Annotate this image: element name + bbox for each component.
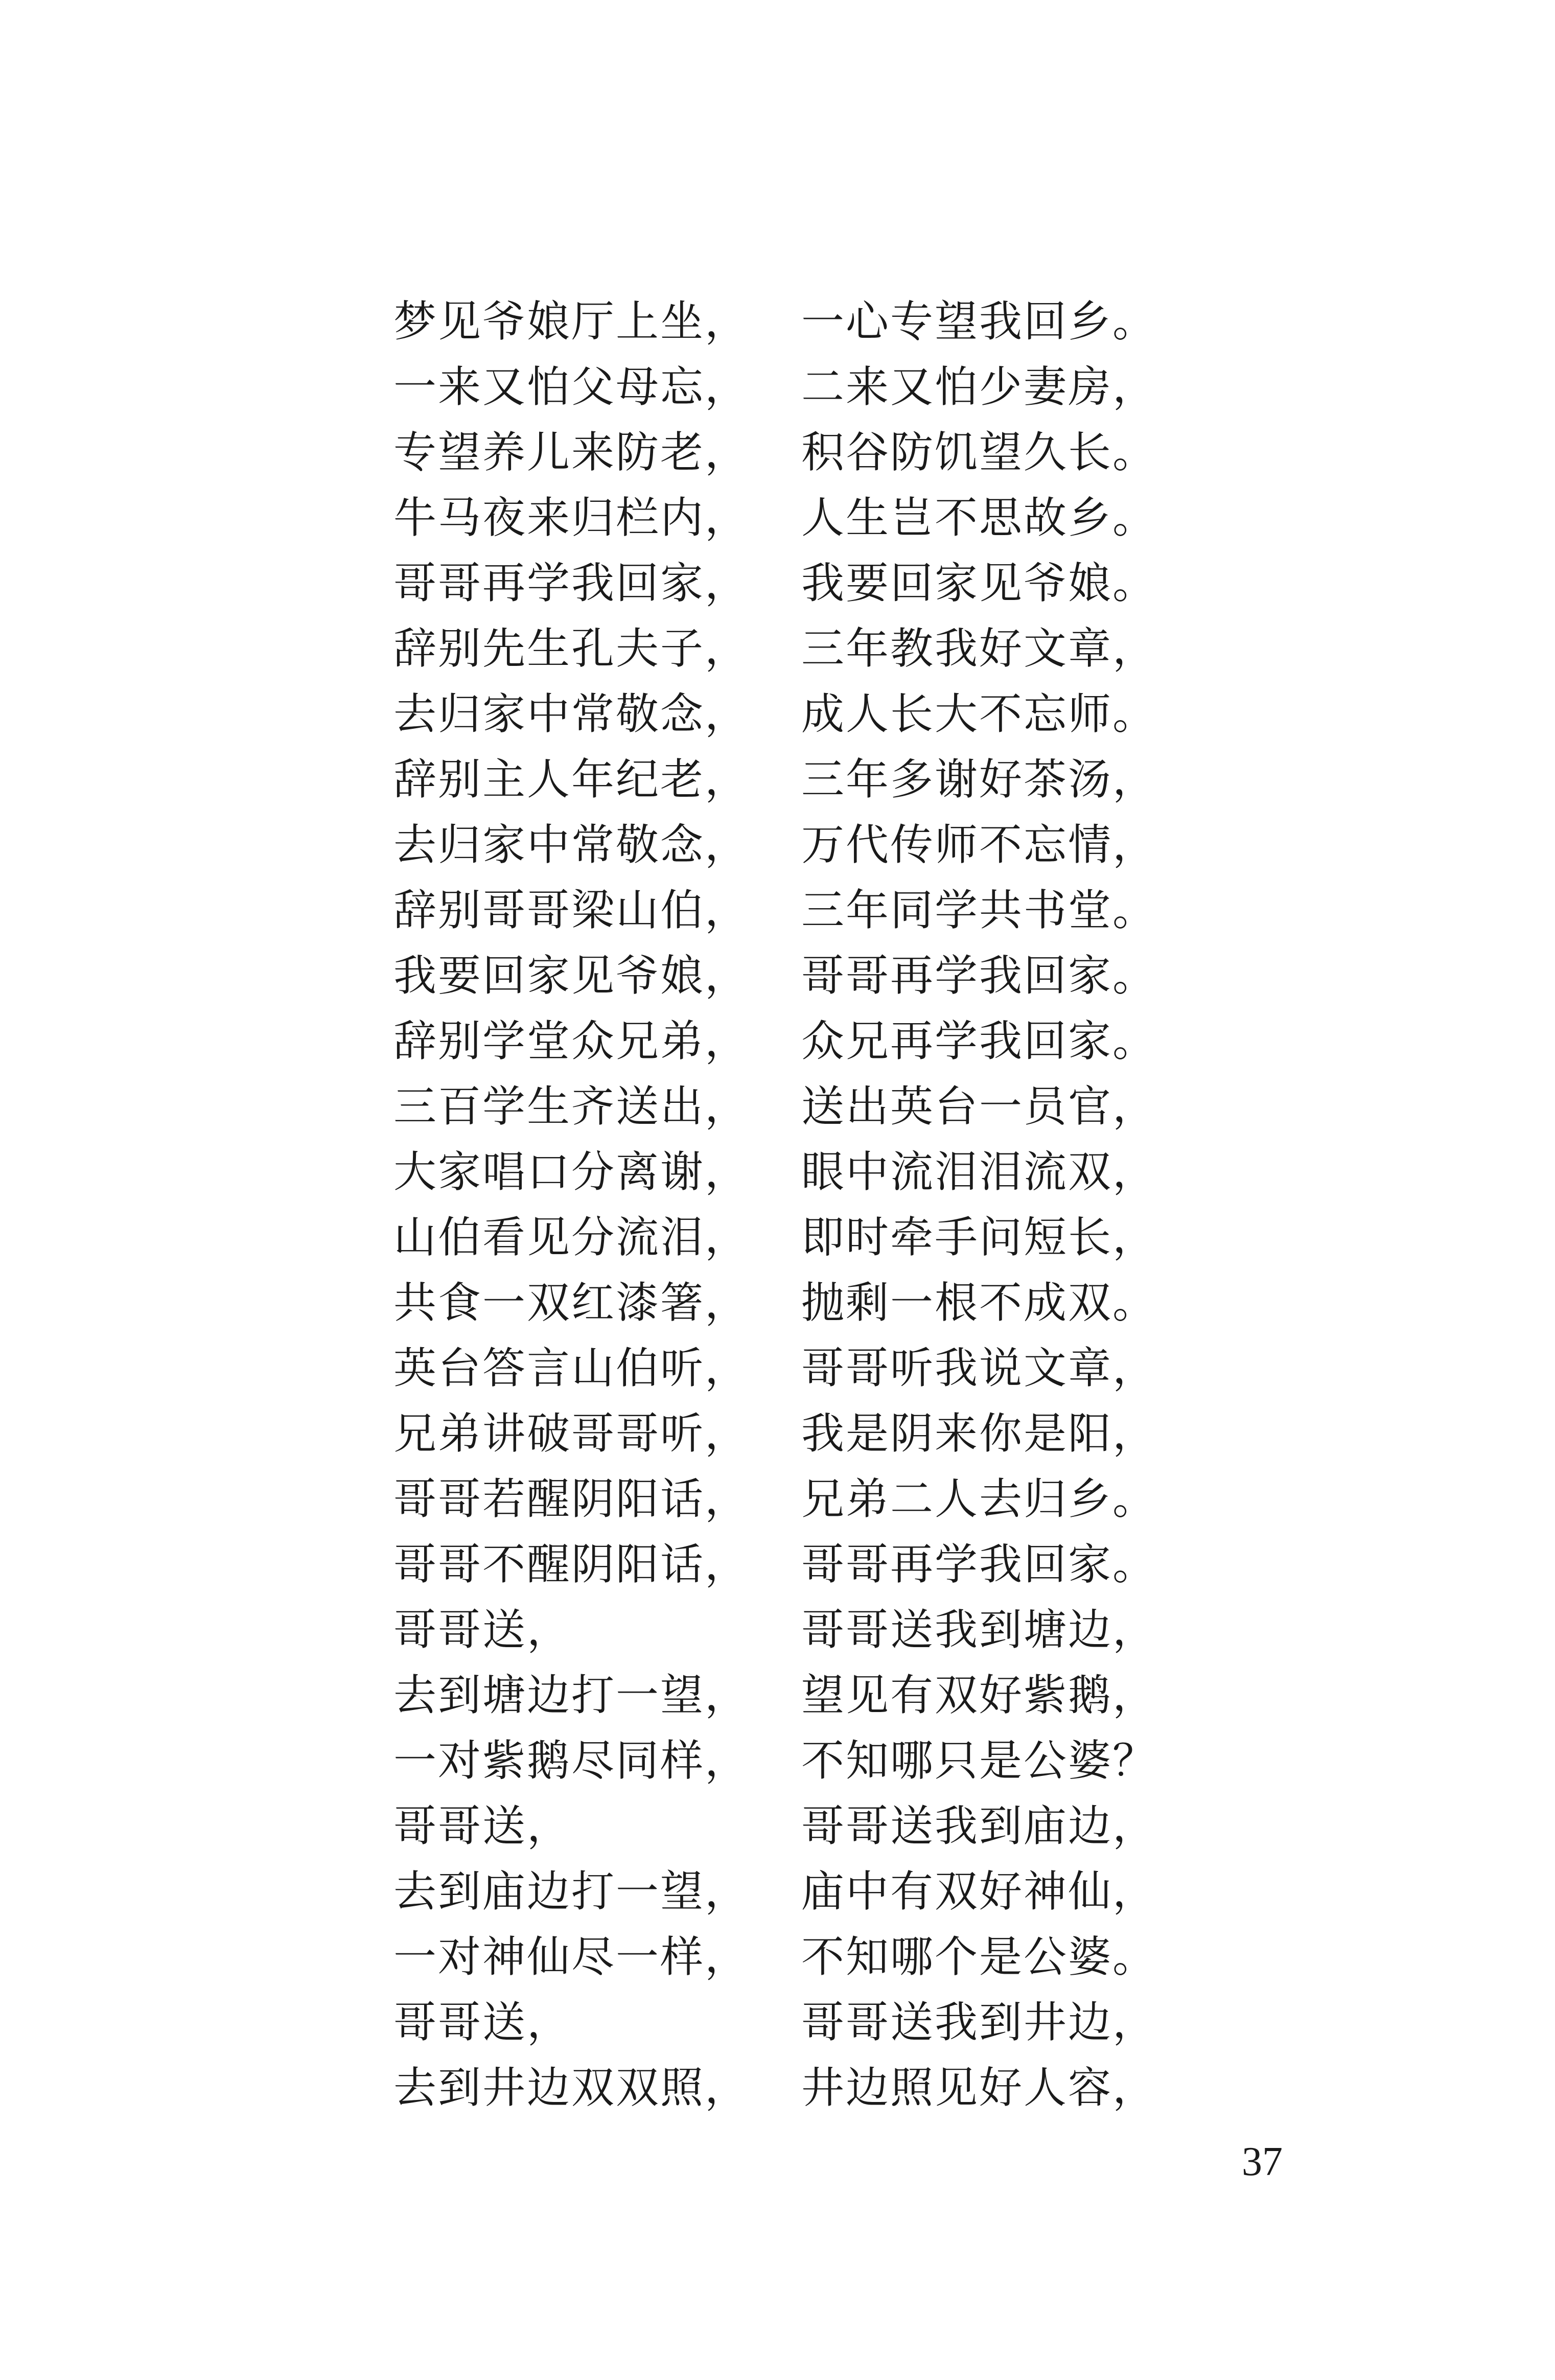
verse-line (0, 485, 1555, 550)
verse-left: 一对神仙尽一样， (393, 1932, 750, 1982)
verse-right: 井边照见好人容， (801, 2063, 1157, 2113)
verse-left: 去到庙边打一望， (393, 1866, 750, 1916)
verse-line (0, 1270, 1555, 1335)
verse-line (0, 812, 1555, 877)
verse-right: 兄弟二人去归乡。 (801, 1474, 1157, 1524)
verse-right: 送出英台一员官， (801, 1081, 1157, 1131)
verse-left: 去归家中常敬念， (393, 820, 750, 870)
verse-line (0, 1990, 1555, 2055)
verse-left: 哥哥送， (393, 1997, 572, 2047)
verse-right: 眼中流泪泪流双， (801, 1147, 1157, 1197)
verse-line (0, 681, 1555, 747)
verse-line (0, 1859, 1555, 1924)
verse-right: 二来又怕少妻房， (801, 362, 1157, 412)
verse-line (0, 550, 1555, 616)
verse-line (0, 1466, 1555, 1532)
verse-right: 望见有双好紫鹅， (801, 1670, 1157, 1720)
verse-left: 大家唱口分离谢， (393, 1147, 750, 1197)
verse-left: 牛马夜来归栏内， (393, 493, 750, 543)
verse-right: 哥哥送我到庙边， (801, 1801, 1157, 1851)
verse-right: 抛剩一根不成双。 (801, 1278, 1157, 1328)
verse-line (0, 1793, 1555, 1859)
verse-left: 我要回家见爷娘， (393, 951, 750, 1001)
verse-left: 去归家中常敬念， (393, 689, 750, 739)
verse-right: 我是阴来你是阳， (801, 1408, 1157, 1459)
verse-right: 积谷防饥望久长。 (801, 427, 1157, 477)
verse-line (0, 2055, 1555, 2120)
verse-left: 辞别先生孔夫子， (393, 623, 750, 674)
verse-left: 辞别哥哥梁山伯， (393, 885, 750, 935)
verse-line (0, 943, 1555, 1008)
verse-right: 众兄再学我回家。 (801, 1016, 1157, 1066)
verse-line (0, 1401, 1555, 1466)
verse-right: 三年同学共书堂。 (801, 885, 1157, 935)
verse-left: 辞别主人年纪老， (393, 754, 750, 804)
verse-left: 一来又怕父母忘， (393, 362, 750, 412)
verse-line (0, 1924, 1555, 1990)
verse-left: 哥哥送， (393, 1801, 572, 1851)
verse-line (0, 354, 1555, 420)
verse-left: 山伯看见分流泪， (393, 1212, 750, 1262)
verse-right: 哥哥再学我回家。 (801, 1539, 1157, 1589)
verse-right: 成人长大不忘师。 (801, 689, 1157, 739)
verse-left: 哥哥不醒阴阳话， (393, 1539, 750, 1589)
verse-left: 哥哥再学我回家， (393, 558, 750, 608)
verse-right: 哥哥再学我回家。 (801, 951, 1157, 1001)
verse-right: 不知哪个是公婆。 (801, 1932, 1157, 1982)
verse-left: 去到塘边打一望， (393, 1670, 750, 1720)
verse-right: 哥哥送我到塘边， (801, 1605, 1157, 1655)
verse-line (0, 877, 1555, 943)
verse-left: 去到井边双双照， (393, 2063, 750, 2113)
verse-line (0, 420, 1555, 485)
verse-line (0, 289, 1555, 354)
verse-line (0, 1597, 1555, 1662)
verse-line (0, 1662, 1555, 1728)
verse-left: 哥哥若醒阴阳话， (393, 1474, 750, 1524)
verse-left: 辞别学堂众兄弟， (393, 1016, 750, 1066)
verse-right: 不知哪只是公婆？ (801, 1736, 1157, 1786)
verse-right: 哥哥送我到井边， (801, 1997, 1157, 2047)
verse-line (0, 1728, 1555, 1793)
verse-right: 人生岂不思故乡。 (801, 493, 1157, 543)
verse-line (0, 1205, 1555, 1270)
verse-right: 即时牵手问短长， (801, 1212, 1157, 1262)
verse-left: 英台答言山伯听， (393, 1343, 750, 1393)
verse-left: 一对紫鹅尽同样， (393, 1736, 750, 1786)
verse-line (0, 1139, 1555, 1205)
verse-right: 万代传师不忘情， (801, 820, 1157, 870)
verse-line (0, 1532, 1555, 1597)
verse-left: 梦见爷娘厅上坐， (393, 296, 750, 346)
verse-left: 哥哥送， (393, 1605, 572, 1655)
page-number: 37 (1242, 2139, 1283, 2184)
verse-left: 兄弟讲破哥哥听， (393, 1408, 750, 1459)
verse-right: 三年教我好文章， (801, 623, 1157, 674)
verse-line (0, 1335, 1555, 1401)
verse-left: 共食一双红漆箸， (393, 1278, 750, 1328)
verse-left: 三百学生齐送出， (393, 1081, 750, 1131)
verse-line (0, 616, 1555, 681)
verse-line (0, 1008, 1555, 1074)
verse-right: 三年多谢好茶汤， (801, 754, 1157, 804)
verse-left: 专望养儿来防老， (393, 427, 750, 477)
verse-right: 哥哥听我说文章， (801, 1343, 1157, 1393)
verse-right: 一心专望我回乡。 (801, 296, 1157, 346)
verse-right: 我要回家见爷娘。 (801, 558, 1157, 608)
verse-line (0, 747, 1555, 812)
verse-right: 庙中有双好神仙， (801, 1866, 1157, 1916)
verse-line (0, 1074, 1555, 1139)
